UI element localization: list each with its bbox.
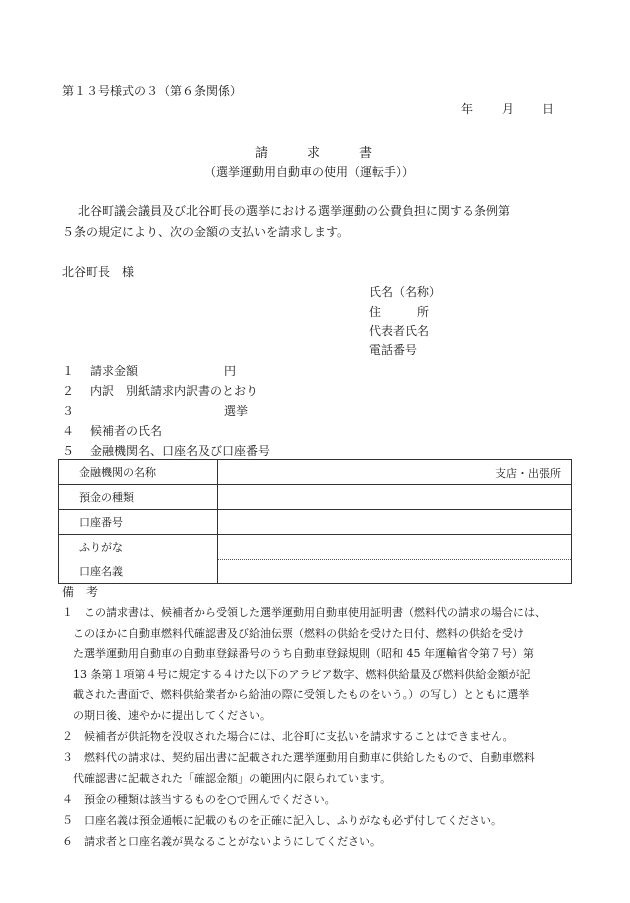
- furigana-label: ふりがな: [79, 541, 123, 554]
- note-line: の期日後、速やかに提出してください。: [62, 709, 271, 722]
- table-row: [59, 485, 572, 510]
- item-number: １: [62, 364, 75, 378]
- item-number: ２: [62, 384, 75, 398]
- document-subtitle: （選挙運動用自動車の使用（運転手））: [204, 165, 415, 179]
- account-name-label-cell: [59, 535, 218, 584]
- note-line: た選挙運動用自動車の自動車登録番号のうち自動車登録規則（昭和 45 年運輸省令第７号）第: [62, 647, 534, 660]
- item-label: 金融機関名、口座名及び口座番号: [90, 444, 271, 458]
- deposit-type-field[interactable]: [218, 485, 572, 510]
- deposit-type-label: 預金の種類: [59, 485, 218, 510]
- form-number: 第１３号様式の３（第６条関係）: [62, 84, 243, 98]
- item-suffix: 選挙: [224, 404, 249, 418]
- table-row: [59, 510, 572, 535]
- account-name-label: 口座名義: [79, 565, 123, 578]
- table-row: [59, 460, 572, 485]
- item-label: 候補者の氏名: [90, 424, 163, 438]
- note-line: ２ 候補者が供託物を没収された場合には、北谷町に支払いを請求することはできません。: [62, 730, 514, 743]
- claimant-address-label: 住 所: [369, 305, 430, 319]
- note-line: このほかに自動車燃料代確認書及び給油伝票（燃料の供給を受けた日付、燃料の供給を受け: [62, 627, 524, 640]
- note-line: １ この請求書は、候補者から受領した選挙運動用自動車使用証明書（燃料代の請求の場合には、: [62, 606, 546, 619]
- body-line-1: 北谷町議会議員及び北谷町長の選挙における選挙運動の公費負担に関する条例第: [78, 204, 511, 218]
- note-line: ６ 請求者と口座名義が異なることがないようにしてください。: [62, 835, 381, 848]
- claimant-representative-label: 代表者氏名: [369, 324, 430, 338]
- claimant-name-label: 氏名（名称）: [369, 285, 442, 299]
- date-month-label: 月: [502, 102, 515, 116]
- institution-name-label: 金融機関の名称: [59, 460, 218, 485]
- note-line: 13 条第１項第４号に規定する４けた以下のアラビア数字、燃料供給量及び燃料供給金額が記: [62, 668, 531, 681]
- note-line: ５ 口座名義は預金通帳に記載のものを正確に記入し、ふりがなも必ず付してください。: [62, 814, 502, 827]
- note-line: ３ 燃料代の請求は、契約届出書に記載された選挙運動用自動車に供給したもので、自動車燃料: [62, 751, 535, 764]
- addressee: 北谷町長 様: [62, 265, 135, 279]
- notes-heading: 備 考: [62, 585, 99, 599]
- table-row: [59, 535, 572, 584]
- account-name-field[interactable]: [218, 535, 572, 584]
- note-line: 代確認書に記載された「確認金額」の範囲内に限られています。: [62, 772, 392, 785]
- furigana-divider: [218, 559, 571, 560]
- item-number: ５: [62, 444, 75, 458]
- date-year-label: 年: [461, 102, 474, 116]
- document-title: 請 求 書: [255, 146, 373, 161]
- institution-name-field[interactable]: [218, 460, 572, 485]
- note-line: 載された書面で、燃料供給業者から給油の際に受領したものをいう。）の写し）とともに選挙: [62, 688, 530, 701]
- item-label: 内訳 別紙請求内訳書のとおり: [90, 384, 259, 398]
- claimant-phone-label: 電話番号: [369, 343, 418, 357]
- branch-label: 支店・出張所: [495, 467, 561, 480]
- account-number-field[interactable]: [218, 510, 572, 535]
- date-day-label: 日: [542, 102, 555, 116]
- bank-info-table: [58, 459, 572, 584]
- account-number-label: 口座番号: [59, 510, 218, 535]
- note-line: ４ 預金の種類は該当するものを○で囲んでください。: [62, 793, 336, 806]
- body-line-2: ５条の規定により、次の金額の支払いを請求します。: [62, 225, 350, 239]
- item-number: ４: [62, 424, 75, 438]
- item-number: ３: [62, 404, 75, 418]
- item-label: 請求金額: [90, 364, 139, 378]
- item-suffix: 円: [224, 364, 237, 378]
